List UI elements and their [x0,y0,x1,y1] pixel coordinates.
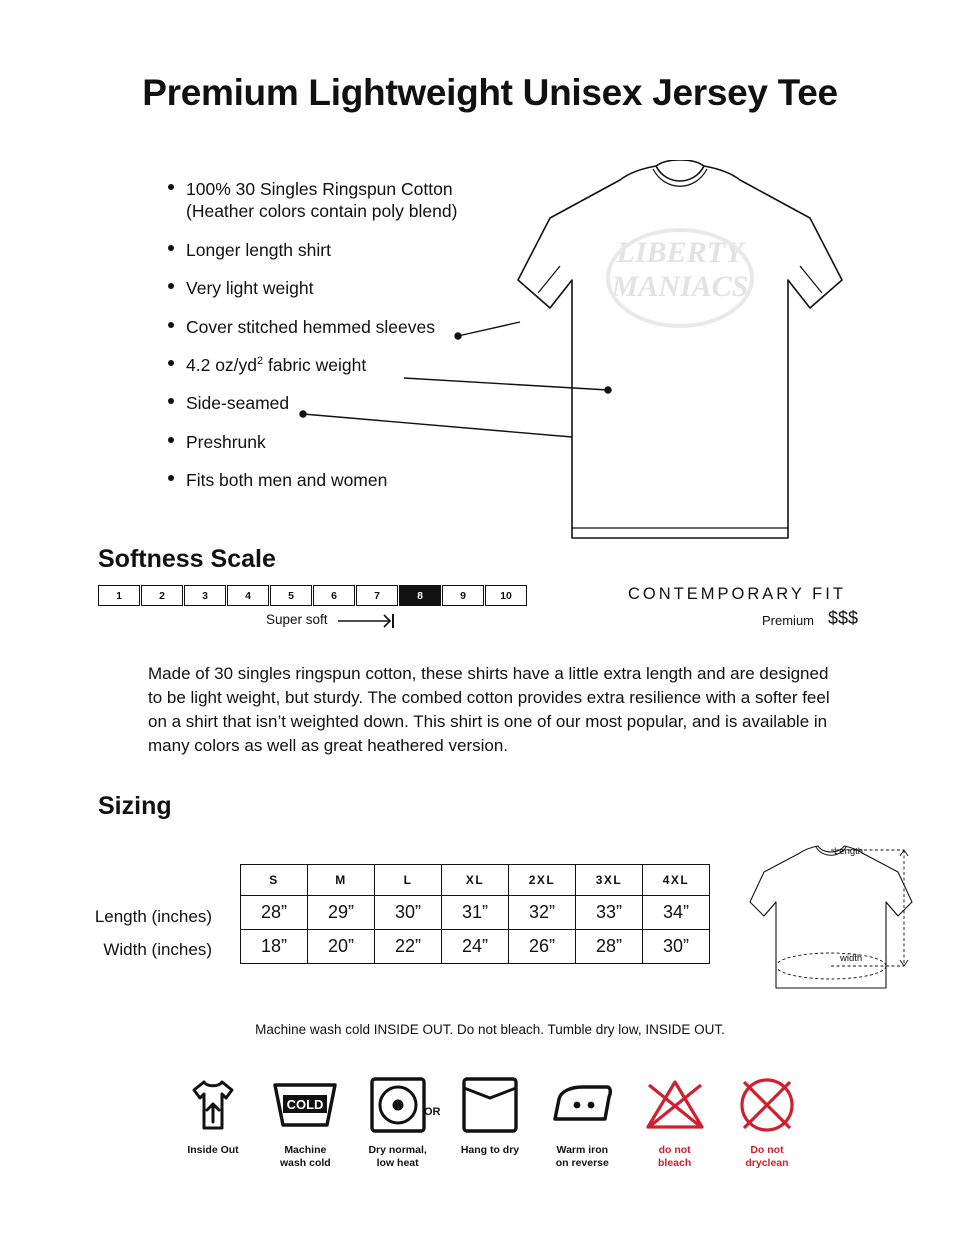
softness-scale [98,585,528,606]
tshirt-illustration [470,160,890,565]
width-2xl: 26” [509,930,576,964]
price-label: $$$ [828,608,859,628]
care-caption: Inside Out [187,1144,239,1156]
feature-text: Side-seamed [186,393,290,414]
scale-cell-4[interactable]: 4 [227,585,269,606]
feature-text: Preshrunk [186,431,266,452]
machine-wash-cold-icon [262,1072,348,1138]
length-dimension-label: Length [834,846,864,857]
width-dimension-label: width [840,953,863,964]
bullet-icon [168,184,174,190]
width-l: 22” [375,930,442,964]
list-item [168,277,498,299]
care-item-hang-to-dry [447,1072,533,1157]
super-soft-arrow-icon [338,612,408,630]
width-xl: 24” [442,930,509,964]
list-item [168,239,498,261]
svg-text:LIBERTY: LIBERTY [616,236,744,269]
care-item-inside-out [170,1072,256,1157]
care-item-do-not-bleach [632,1072,718,1169]
scale-cell-2[interactable]: 2 [141,585,183,606]
warm-iron-icon [539,1072,625,1138]
measurement-diagram [736,840,936,1005]
care-caption: Dry normal, low heat [368,1144,427,1169]
list-item [168,354,498,376]
care-caption: Machine wash cold [279,1144,331,1169]
table-row [241,930,710,964]
feature-text: 4.2 $oz/yd^2$ fabric weight [186,354,367,375]
care-item-machine-wash-cold [262,1072,348,1169]
row-label-width: Width (inches) [103,940,212,959]
tumble-dry-low-icon [355,1072,441,1138]
col-2xl: 2XL [509,865,576,896]
bullet-icon [168,245,174,251]
length-s: 28” [241,896,308,930]
length-xl: 31” [442,896,509,930]
care-caption: Hang to dry [460,1144,520,1156]
feature-subtext: (Heather colors contain poly blend) [186,201,458,222]
care-caption: Do not dryclean [745,1144,789,1169]
do-not-bleach-icon [632,1072,718,1138]
scale-cell-10[interactable]: 10 [485,585,527,606]
table-header-row [241,865,710,896]
length-3xl: 33” [576,896,643,930]
feature-text: Longer length shirt [186,239,331,260]
length-4xl: 34” [643,896,710,930]
tier-label: Premium [762,613,815,628]
list-item [168,316,498,338]
softness-heading: Softness Scale [98,545,276,573]
scale-cell-8-active[interactable]: 8 [399,585,441,606]
list-item [168,469,498,491]
feature-list [168,178,498,508]
care-icon-row [170,1072,810,1169]
hang-to-dry-icon [447,1072,533,1138]
scale-cell-5[interactable]: 5 [270,585,312,606]
col-3xl: 3XL [576,865,643,896]
scale-cell-1[interactable]: 1 [98,585,140,606]
scale-cell-9[interactable]: 9 [442,585,484,606]
scale-cell-6[interactable]: 6 [313,585,355,606]
care-item-warm-iron [539,1072,625,1169]
col-s: S [241,865,308,896]
description-paragraph: Made of 30 singles ringspun cotton, these shirts have a little extra length and are designed to be light weight, but sturdy. The combed cotton provides extra resilience with a softer feel on a shirt that isn’t weighted down. This shirt is one of our most popular, and is available in many colors as well as great heathered version. [148,664,830,756]
col-m: M [308,865,375,896]
page-title: Premium Lightweight Unisex Jersey Tee [142,72,838,113]
width-3xl: 28” [576,930,643,964]
col-xl: XL [442,865,509,896]
scale-cell-7[interactable]: 7 [356,585,398,606]
bullet-icon [168,437,174,443]
width-4xl: 30” [643,930,710,964]
care-instructions-text: Machine wash cold INSIDE OUT. Do not bleach. Tumble dry low, INSIDE OUT. [255,1022,725,1037]
sizing-table [240,864,710,964]
care-item-tumble-dry-low [355,1072,441,1169]
bullet-icon [168,283,174,289]
care-item-do-not-dryclean [724,1072,810,1169]
col-l: L [375,865,442,896]
care-caption: Warm iron on reverse [555,1144,609,1169]
sizing-heading: Sizing [98,792,172,820]
bullet-icon [168,322,174,328]
feature-text: 100% 30 Singles Ringspun Cotton [186,179,453,199]
super-soft-label: Super soft [266,612,328,627]
width-s: 18” [241,930,308,964]
row-label-length: Length (inches) [94,907,212,926]
feature-text: Fits both men and women [186,470,388,491]
width-m: 20” [308,930,375,964]
size-row-labels [88,900,212,966]
svg-text:MANIACS: MANIACS [611,270,749,303]
length-l: 30” [375,896,442,930]
table-row [241,896,710,930]
do-not-dryclean-icon [724,1072,810,1138]
or-label: OR [424,1106,441,1118]
fit-label: CONTEMPORARY FIT [628,585,846,603]
list-item [168,178,498,223]
bullet-icon [168,360,174,366]
list-item [168,431,498,453]
length-2xl: 32” [509,896,576,930]
scale-cell-3[interactable]: 3 [184,585,226,606]
feature-text: Very light weight [186,278,314,299]
col-4xl: 4XL [643,865,710,896]
feature-text: Cover stitched hemmed sleeves [186,316,435,337]
inside-out-icon [170,1072,256,1138]
length-m: 29” [308,896,375,930]
bullet-icon [168,398,174,404]
list-item [168,392,498,414]
bullet-icon [168,475,174,481]
care-caption: do not bleach [658,1144,692,1169]
svg-text:COLD: COLD [286,1097,324,1112]
